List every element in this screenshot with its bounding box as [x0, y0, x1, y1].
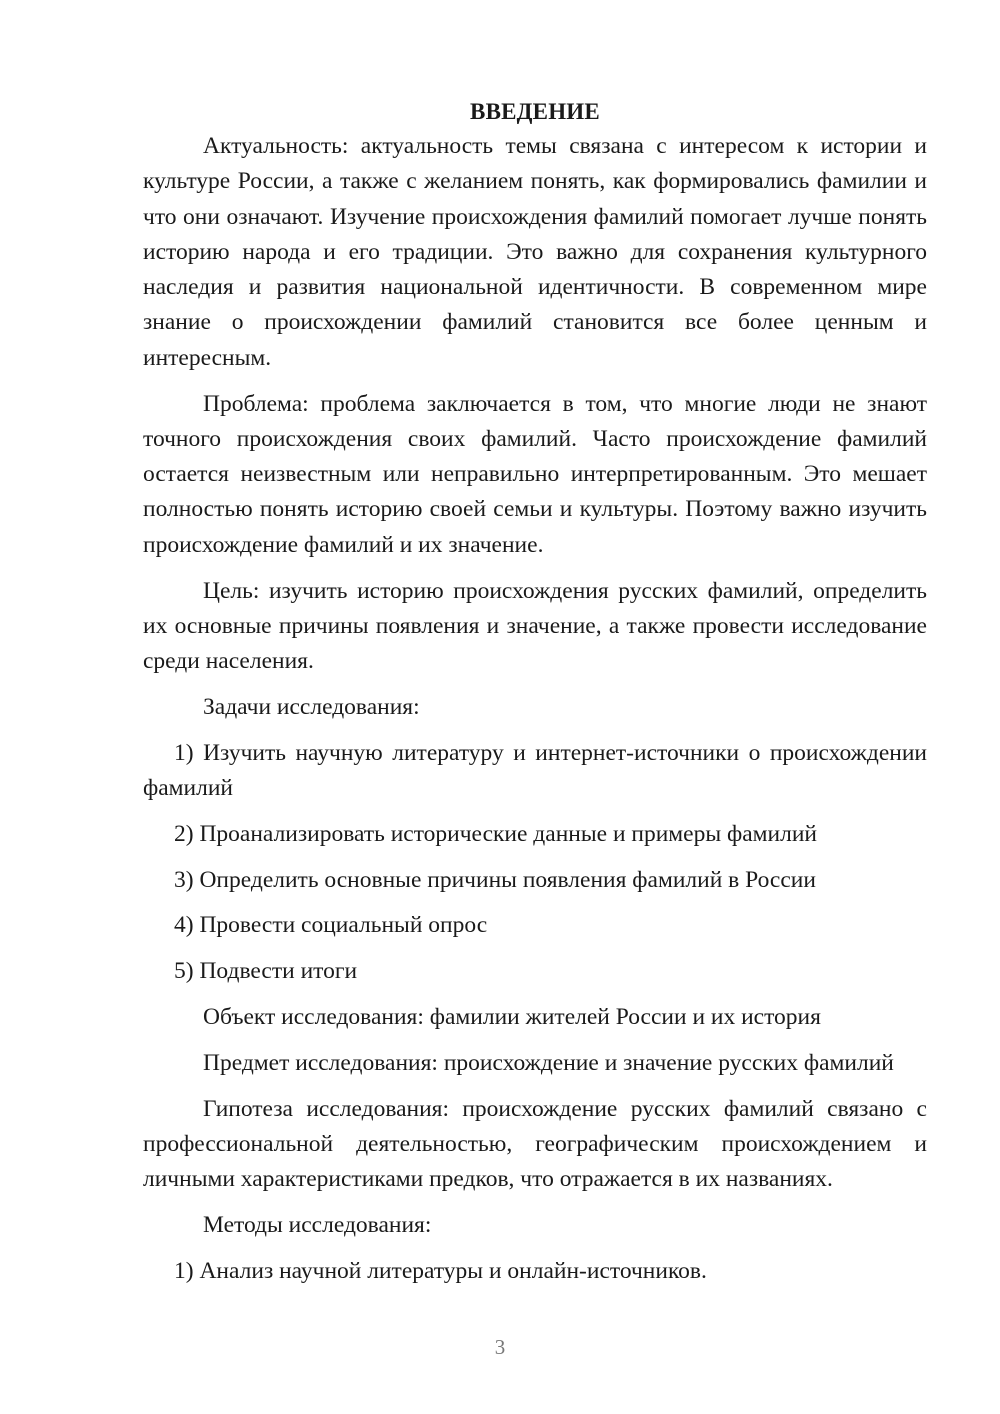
task-item-3: 3) Определить основные причины появления фамилий в России [174, 866, 816, 893]
page-number: 3 [494, 1335, 506, 1359]
section-title: ВВЕДЕНИЕ [470, 99, 600, 124]
task-item-1: 1) Изучить научную литературу и интернет-источники о происхождении фамилий [143, 739, 927, 802]
document-page [143, 94, 927, 1300]
goal-paragraph: Цель: изучить историю происхождения русских фамилий, определить их основные причины появления и значение, а также провести исследование среди населения. [143, 577, 927, 675]
task-item-4: 4) Провести социальный опрос [174, 912, 488, 939]
tasks-heading: Задачи исследования: [203, 693, 420, 720]
relevance-paragraph: Актуальность: актуальность темы связана с интересом к истории и культуре России, а также с желанием понять, как формировались фамилии и что они означают. Изучение происхождения фамилий помогает лучше понять историю народа и его традиции. Это важно для сохранения культурного наследия и развития национальной идентичности. В современном мире знание о происхождении фамилий становится все более ценным и интересным. [143, 133, 927, 371]
subject-paragraph: Предмет исследования: происхождение и значение русских фамилий [203, 1049, 894, 1076]
task-item-5: 5) Подвести итоги [174, 958, 358, 985]
methods-heading: Методы исследования: [203, 1212, 432, 1239]
method-item-1: 1) Анализ научной литературы и онлайн-источников. [174, 1257, 707, 1284]
task-item-2: 2) Проанализировать исторические данные и примеры фамилий [174, 820, 817, 847]
hypothesis-paragraph: Гипотеза исследования: происхождение русских фамилий связано с профессиональной деятельностью, географическим происхождением и личными характеристиками предков, что отражается в их названиях. [143, 1095, 927, 1193]
problem-paragraph: Проблема: проблема заключается в том, что многие люди не знают точного происхождения своих фамилий. Часто происхождение фамилий остается неизвестным или неправильно интерпретированным. Это мешает полностью понять историю своей семьи и культуры. Поэтому важно изучить происхождение фамилий и их значение. [143, 390, 927, 558]
object-paragraph: Объект исследования: фамилии жителей России и их история [203, 1004, 821, 1031]
